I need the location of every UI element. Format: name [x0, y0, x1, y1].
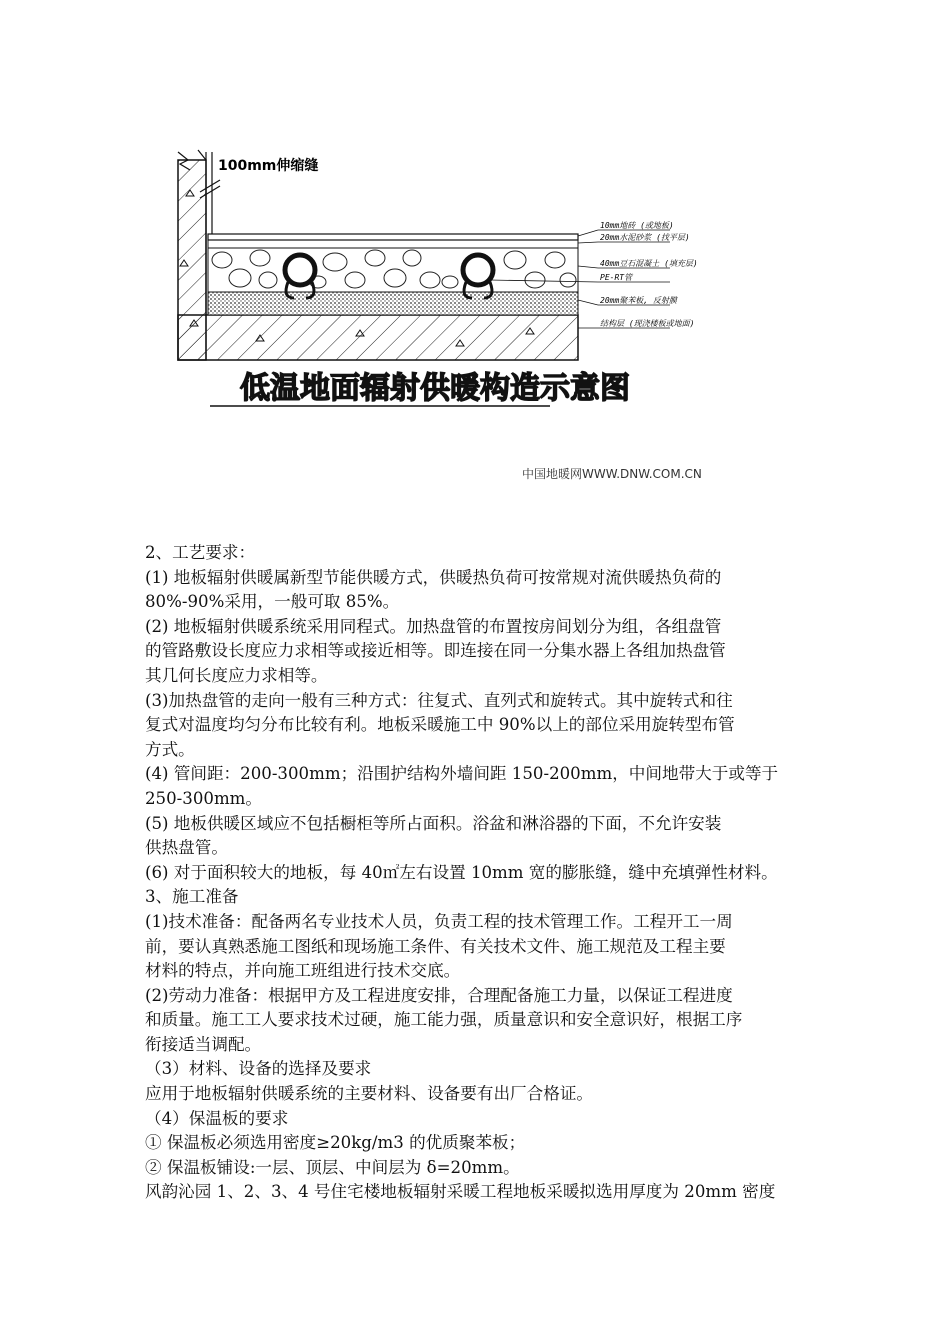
- figure-title: 低温地面辐射供暖构造示意图: [240, 371, 630, 406]
- text-line: (3)加热盘管的走向一般有三种方式：往复式、直列式和旋转式。其中旋转式和往: [145, 690, 733, 710]
- mortar-layer: [208, 240, 578, 248]
- layer-label: 40mm豆石混凝土 (填充层): [600, 259, 698, 268]
- text-line: (6) 对于面积较大的地板，每 40㎡左右设置 10mm 宽的膨胀缝，缝中充填弹性材料。: [145, 862, 778, 882]
- text-line: 供热盘管。: [145, 838, 228, 858]
- text-line: (5) 地板供暖区域应不包括橱柜等所占面积。浴盆和淋浴器的下面，不允许安装: [145, 813, 722, 833]
- text-line: 复式对温度均匀分布比较有利。地板采暖施工中 90%以上的部位采用旋转型布管: [145, 715, 735, 735]
- text-line: （4）保温板的要求: [145, 1108, 289, 1128]
- structural-slab: [178, 315, 578, 360]
- layer-label: 10mm地砖 (或地板): [600, 221, 674, 230]
- insulation-layer: [208, 292, 578, 315]
- text-line: 材料的特点，并向施工班组进行技术交底。: [145, 961, 461, 981]
- filler-layer: [208, 248, 578, 292]
- layer-label: 20mm聚苯板, 反射膜: [600, 296, 677, 305]
- layer-label: PE-RT管: [600, 273, 633, 282]
- text-line: 应用于地板辐射供暖系统的主要材料、设备要有出厂合格证。: [145, 1084, 594, 1104]
- text-line: （3）材料、设备的选择及要求: [145, 1059, 372, 1079]
- joint-label: 100mm伸缩缝: [218, 158, 319, 174]
- layer-label: 20mm水泥砂浆 (找平层): [600, 233, 690, 242]
- text-line: 前，要认真熟悉施工图纸和现场施工条件、有关技术文件、施工规范及工程主要: [145, 936, 726, 956]
- layer-labels: [600, 221, 698, 328]
- text-line: ② 保温板铺设:一层、顶层、中间层为 δ=20mm。: [145, 1157, 520, 1177]
- text-line: ① 保温板必须选用密度≥20kg/m3 的优质聚苯板；: [145, 1133, 526, 1153]
- text-line: 其几何长度应力求相等。: [145, 665, 328, 685]
- layer-label: 结构层 (现浇楼板或地面): [600, 319, 695, 328]
- text-line: (2) 地板辐射供暖系统采用同程式。加热盘管的布置按房间划分为组，各组盘管: [145, 616, 722, 636]
- text-line: (4) 管间距：200-300mm；沿围护结构外墙间距 150-200mm，中间地带大于或等于: [145, 764, 779, 784]
- text-line: 和质量。施工工人要求技术过硬，施工能力强，质量意识和安全意识好，根据工序: [145, 1010, 743, 1030]
- source-watermark: 中国地暖网WWW.DNW.COM.CN: [522, 467, 702, 481]
- text-line: 250-300mm。: [145, 788, 263, 808]
- section-heading: 2、工艺要求：: [145, 543, 256, 562]
- text-line: (1) 地板辐射供暖属新型节能供暖方式，供暖热负荷可按常规对流供暖热负荷的: [145, 567, 722, 587]
- text-line: 方式。: [145, 739, 195, 759]
- text-line: 80%-90%采用，一般可取 85%。: [145, 592, 400, 612]
- text-line: (2)劳动力准备：根据甲方及工程进度安排，合理配备施工力量，以保证工程进度: [145, 985, 733, 1005]
- text-line: 的管路敷设长度应力求相等或接近相等。即连接在同一分集水器上各组加热盘管: [145, 641, 726, 661]
- document-body: [145, 541, 825, 1205]
- finish-layer: [208, 234, 578, 240]
- floor-heating-diagram: [150, 130, 790, 500]
- text-line: (1)技术准备：配备两名专业技术人员，负责工程的技术管理工作。工程开工一周: [145, 911, 733, 931]
- text-line: 衔接适当调配。: [145, 1034, 262, 1054]
- section-heading: 3、施工准备: [145, 887, 239, 907]
- text-line: 风韵沁园 1、2、3、4 号住宅楼地板辐射采暖工程地板采暖拟选用厚度为 20mm 密度: [145, 1182, 776, 1202]
